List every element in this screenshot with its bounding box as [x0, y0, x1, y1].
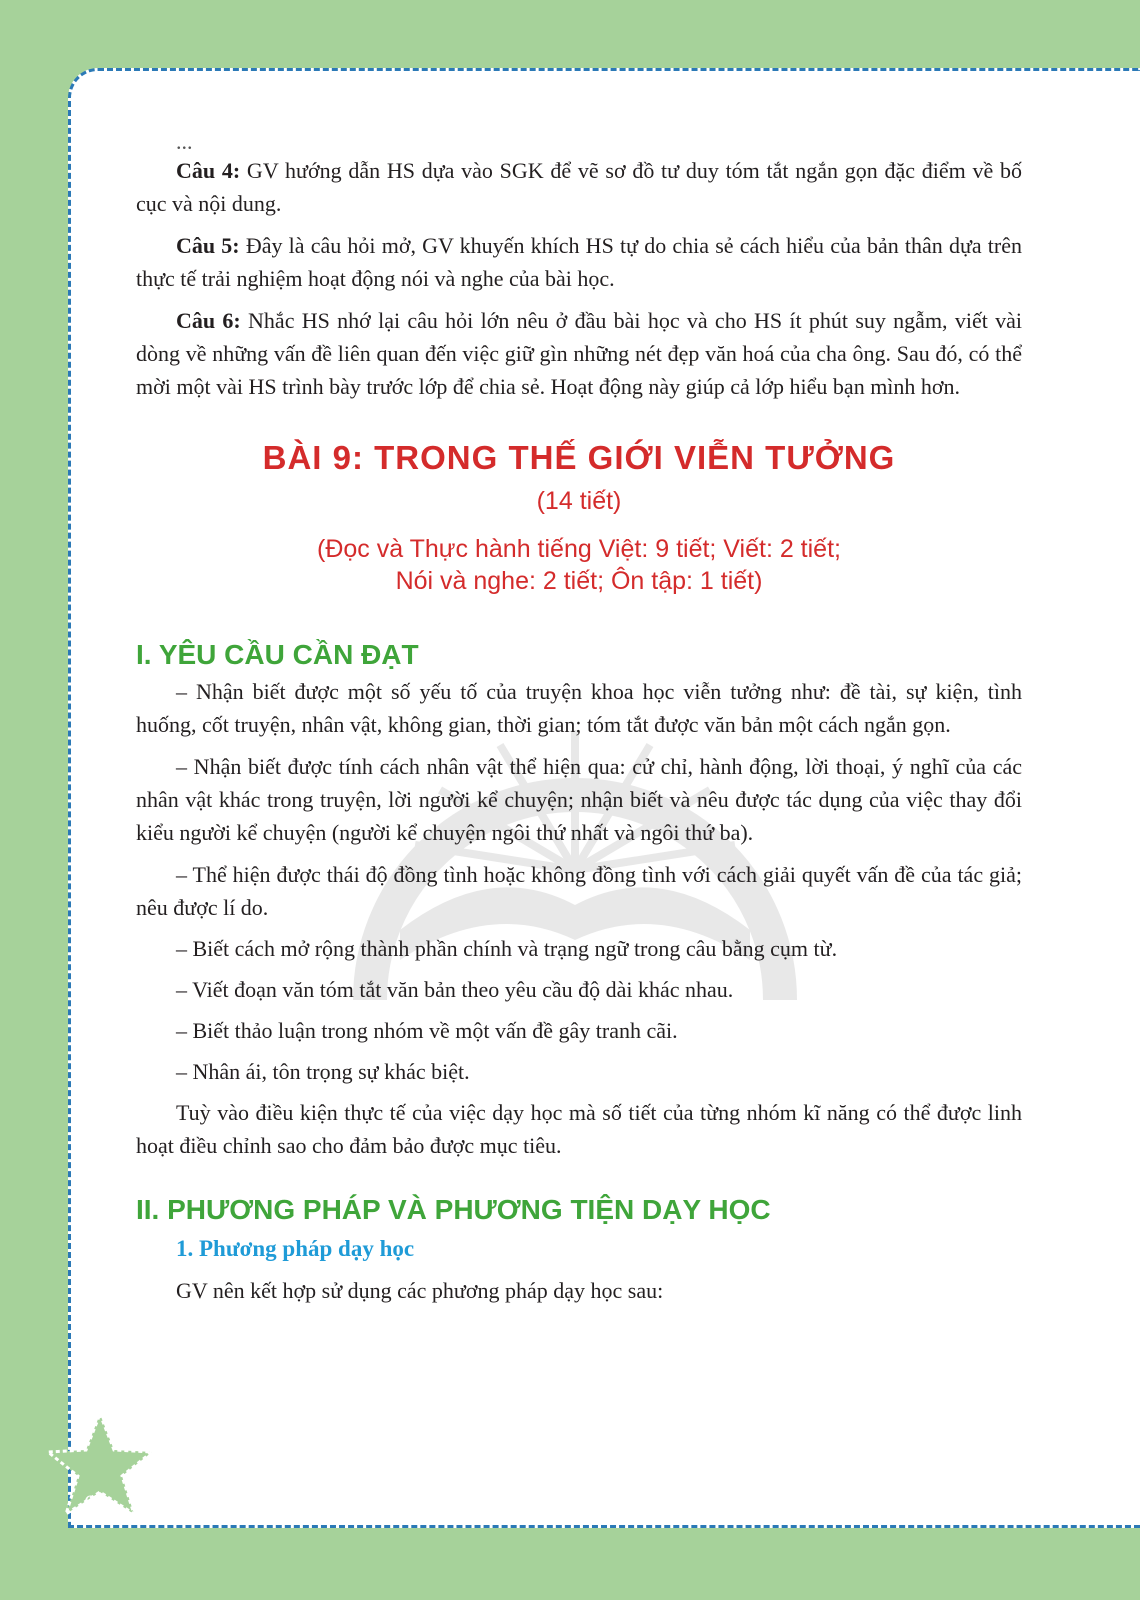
question-label: Câu 6: — [176, 308, 241, 333]
lesson-periods: (14 tiết) — [536, 487, 622, 515]
requirement-item: – Viết đoạn văn tóm tắt văn bản theo yêu cầu độ dài khác nhau. — [176, 977, 734, 1002]
lesson-breakdown-line1: (Đọc và Thực hành tiếng Việt: 9 tiết; Viết: 2 tiết; — [317, 535, 841, 563]
question-text: Đây là câu hỏi mở, GV khuyến khích HS tự do chia sẻ cách hiểu của bản thân dựa trên thực tế trải nghiệm hoạt động nói và nghe của bài học. — [136, 233, 1023, 291]
lesson-title: BÀI 9: TRONG THẾ GIỚI VIỄN TƯỞNG — [262, 439, 896, 476]
section-heading-requirements: I. YÊU CẦU CẦN ĐẠT — [136, 639, 419, 670]
subheading-teaching-methods: 1. Phương pháp dạy học — [176, 1236, 415, 1261]
question-6 — [136, 304, 1022, 403]
page-number: 62 — [84, 1490, 106, 1515]
requirement-item: – Nhận biết được một số yếu tố của truyện khoa học viễn tưởng như: đề tài, sự kiện, tình huống, cốt truyện, nhân vật, không gian, thời gian; tóm tắt được văn bản một cách ngắn gọn. — [136, 679, 1022, 737]
section-heading-methods: II. PHƯƠNG PHÁP VÀ PHƯƠNG TIỆN DẠY HỌC — [136, 1194, 771, 1225]
page-content — [136, 130, 1022, 1307]
requirement-item: – Thể hiện được thái độ đồng tình hoặc không đồng tình với cách giải quyết vấn đề của tác giả; nêu được lí do. — [136, 862, 1022, 920]
requirement-item: – Nhận biết được tính cách nhân vật thể hiện qua: cử chỉ, hành động, lời thoại, ý nghĩ của các nhân vật khác trong truyện, lời người kể chuyện; nhận biết và nêu được tác dụng của việc thay đổi kiểu người kể chuyện (người kể chuyện ngôi thứ nhất và ngôi thứ ba). — [136, 754, 1022, 845]
question-label: Câu 5: — [176, 233, 240, 258]
question-4 — [136, 154, 1022, 220]
lesson-breakdown-line2: Nói và nghe: 2 tiết; Ôn tập: 1 tiết) — [395, 567, 763, 595]
requirement-note: Tuỳ vào điều kiện thực tế của việc dạy học mà số tiết của từng nhóm kĩ năng có thể được linh hoạt điều chỉnh sao cho đảm bảo được mục tiêu. — [136, 1100, 1022, 1158]
question-5 — [136, 229, 1022, 295]
ellipsis: ... — [176, 129, 193, 154]
question-text: Nhắc HS nhớ lại câu hỏi lớn nêu ở đầu bài học và cho HS ít phút suy ngẫm, viết vài dòng về những vấn đề liên quan đến việc giữ gìn những nét đẹp văn hoá của cha ông. Sau đó, có thể mời một vài HS trình bày trước lớp để chia sẻ. Hoạt động này giúp cả lớp hiểu bạn mình hơn. — [136, 308, 1022, 399]
question-text: GV hướng dẫn HS dựa vào SGK để vẽ sơ đồ tư duy tóm tắt ngắn gọn đặc điểm về bố cục và nội dung. — [136, 158, 1022, 216]
methods-intro: GV nên kết hợp sử dụng các phương pháp dạy học sau: — [176, 1278, 664, 1303]
requirement-item: – Nhân ái, tôn trọng sự khác biệt. — [176, 1059, 470, 1084]
requirement-item: – Biết cách mở rộng thành phần chính và trạng ngữ trong câu bằng cụm từ. — [176, 936, 838, 961]
requirement-item: – Biết thảo luận trong nhóm về một vấn đề gây tranh cãi. — [176, 1018, 678, 1043]
question-label: Câu 4: — [176, 158, 241, 183]
